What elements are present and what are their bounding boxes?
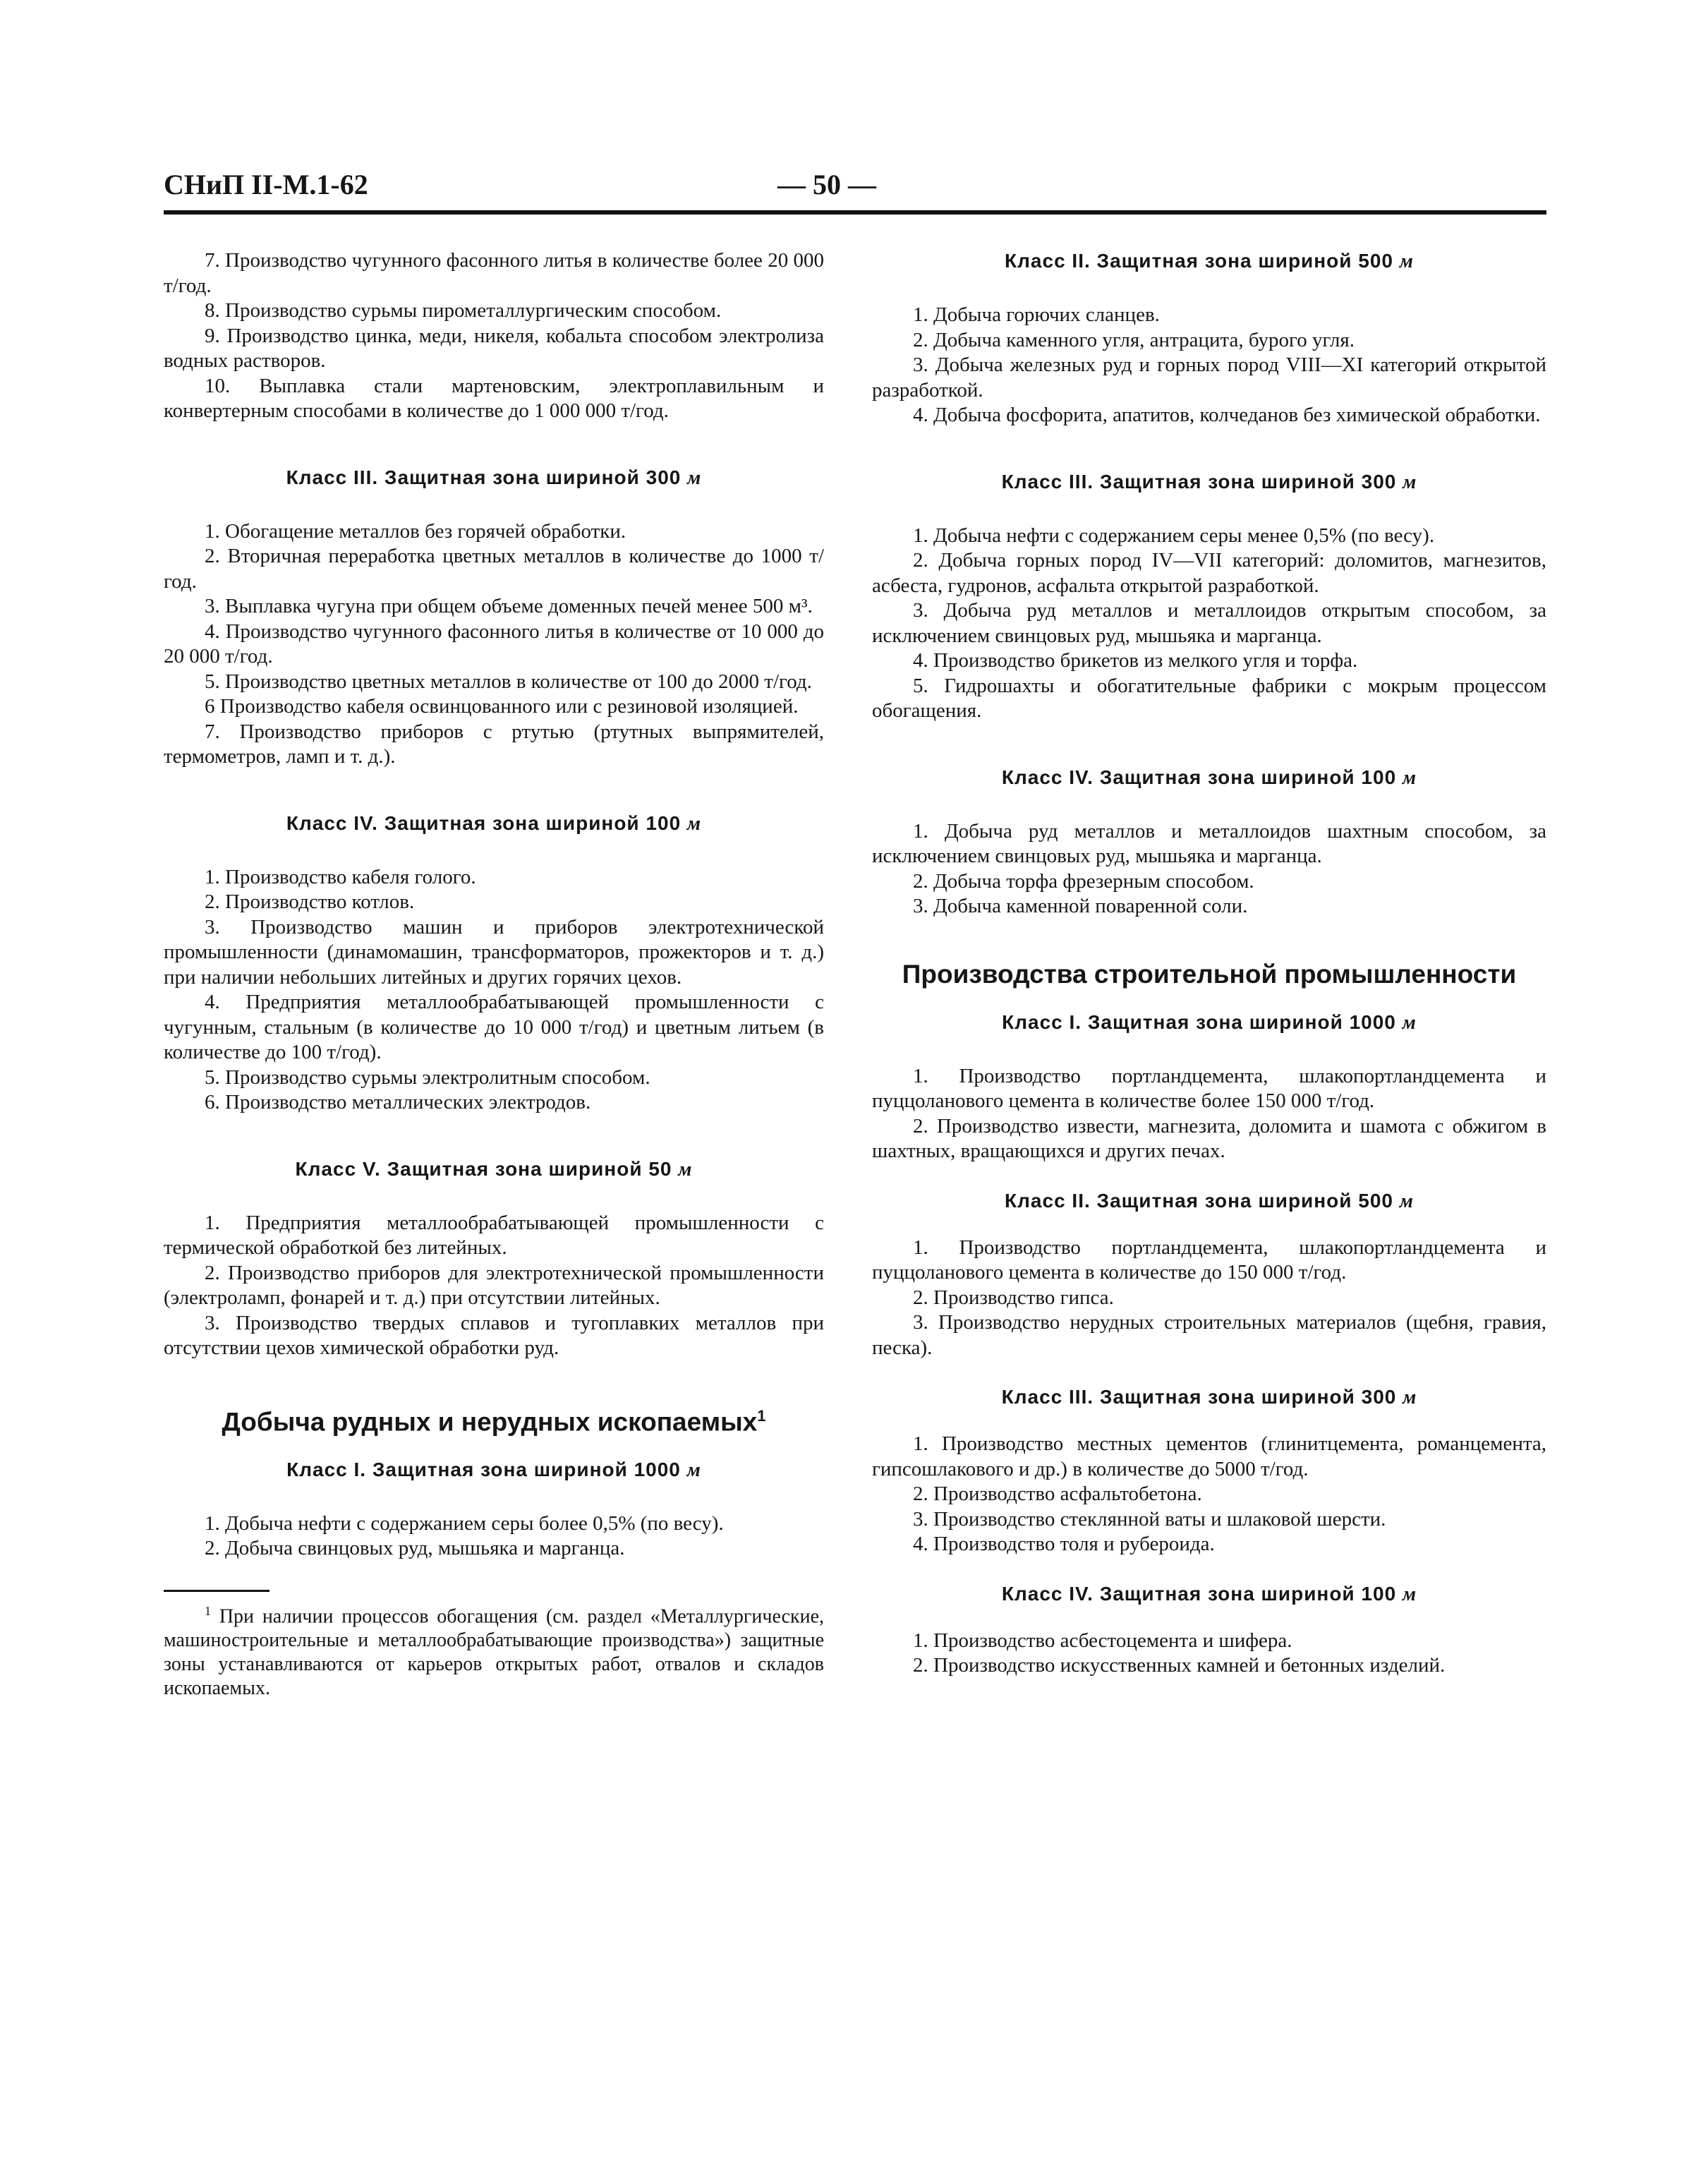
list-item: 2. Добыча горных пород IV—VII категорий: доломитов, магнезитов, асбеста, гудронов, асфальта открытой разработкой.: [872, 549, 1546, 597]
class-heading-unit: м: [1402, 766, 1417, 789]
list-item: 3. Производство твердых сплавов и тугоплавких металлов при отсутствии цехов химической обработки руд.: [164, 1311, 824, 1359]
list-item: 5. Производство сурьмы электролитным способом.: [205, 1066, 650, 1089]
footnote-rule: [164, 1590, 269, 1592]
class-heading: [872, 248, 1546, 274]
list-item: 4. Производство брикетов из мелкого угля и торфа.: [913, 649, 1358, 672]
class-heading-text: Класс I. Защитная зона шириной 1000: [1002, 1010, 1396, 1033]
class-heading: [872, 1188, 1546, 1214]
list-item: 2. Производство извести, магнезита, доломита и шамота с обжигом в шахтных, вращающихся и других печах.: [872, 1114, 1546, 1162]
list-item: 1. Добыча горючих сланцев.: [913, 303, 1160, 326]
list-item: 3. Производство машин и приборов электротехнической промышленности (динамомашин, трансформаторов, прожекторов и т. д.) при наличии небольших литейных и других горячих цехов.: [164, 915, 824, 989]
list-item: 3. Выплавка чугуна при общем объеме доменных печей менее 500 м³.: [205, 595, 813, 617]
page-header: [164, 168, 1546, 205]
footnote-text: При наличии процессов обогащения (см. раздел «Металлургические, машиностроительные и металлообрабатывающие производства») защитные зоны устанавливаются от карьеров открытых работ, отвалов и складов ископаемых.: [164, 1605, 825, 1700]
class-heading-text: Класс III. Защитная зона шириной 300: [1001, 470, 1397, 493]
list-item: 3. Производство нерудных строительных материалов (щебня, гравия, песка).: [872, 1311, 1546, 1359]
list-item: 1. Производство местных цементов (глинитцемента, романцемента, гипсошлакового и др.) в количестве до 5000 т/год.: [872, 1432, 1546, 1480]
class-heading: [164, 1457, 824, 1483]
list-item: 3. Добыча железных руд и горных пород VIII—XI категорий открытой разработкой.: [872, 354, 1546, 402]
list-item: 2. Производство приборов для электротехнической промышленности (электроламп, фонарей и т. д.) при отсутствии литейных.: [164, 1261, 824, 1309]
list-item: 1. Добыча руд металлов и металлоидов шахтным способом, за исключением свинцовых руд, мышьяка и марганца.: [872, 819, 1546, 867]
class-heading: [164, 1157, 824, 1183]
class-heading-unit: м: [1399, 1190, 1414, 1212]
class-heading: [872, 1384, 1546, 1411]
class-heading-text: Класс III. Защитная зона шириной 300: [1001, 1386, 1397, 1408]
class-heading-unit: м: [1399, 250, 1414, 272]
class-heading-unit: м: [687, 466, 702, 489]
list-item: 4. Производство чугунного фасонного литья в количестве от 10 000 до 20 000 т/год.: [164, 620, 824, 668]
list-item: 3. Добыча руд металлов и металлоидов открытым способом, за исключением свинцовых руд, мышьяка и марганца.: [872, 599, 1546, 647]
list-item: 1. Обогащение металлов без горячей обработки.: [205, 519, 626, 543]
header-rule: [164, 210, 1546, 215]
class-heading-text: Класс III. Защитная зона шириной 300: [286, 466, 682, 488]
list-item: 2. Добыча каменного угля, антрацита, бурого угля.: [913, 328, 1355, 351]
list-item: 4. Производство толя и рубероида.: [913, 1533, 1215, 1555]
list-item: 6. Производство металлических электродов.: [205, 1091, 591, 1113]
list-item: 5. Гидрошахты и обогатительные фабрики с мокрым процессом обогащения.: [872, 674, 1546, 722]
list-item: 7. Производство чугунного фасонного литья в количестве более 20 000 т/год.: [164, 249, 824, 297]
list-item: 3. Добыча каменной поваренной соли.: [913, 895, 1248, 917]
section-title: Производства строительной промышленности: [902, 959, 1517, 989]
class-heading: [872, 469, 1546, 495]
list-item: 4. Предприятия металлообрабатывающей промышленности с чугунным, стальным (в количестве до 10 000 т/год) и цветным литьем (в количестве до 100 т/год).: [164, 991, 824, 1063]
class-heading: [872, 1010, 1546, 1036]
class-heading-text: Класс IV. Защитная зона шириной 100: [1001, 766, 1397, 788]
intro-list: [164, 248, 824, 424]
list-item: 8. Производство сурьмы пирометаллургическим способом.: [205, 299, 722, 322]
list-item: 1. Производство портландцемента, шлакопортландцемента и пуццоланового цемента в количестве более 150 000 т/год.: [872, 1064, 1546, 1112]
footnote-mark: 1: [205, 1603, 211, 1618]
list-item: 7. Производство приборов с ртутью (ртутных выпрямителей, термометров, ламп и т. д.).: [164, 720, 824, 768]
class-heading-unit: м: [686, 1459, 701, 1481]
list-item: 1. Предприятия металлообрабатывающей промышленности с термической обработкой без литейных.: [164, 1211, 824, 1259]
class-heading-text: Класс I. Защитная зона шириной 1000: [286, 1458, 681, 1480]
document-code: СНиП II-М.1-62: [164, 169, 368, 200]
section-title: [164, 1401, 824, 1437]
class-heading: [872, 1581, 1546, 1607]
left-column: [164, 248, 824, 1701]
list-item: 10. Выплавка стали мартеновским, электроплавильным и конвертерным способами в количестве до 1 000 000 т/год.: [164, 374, 824, 422]
list-item: 2. Производство искусственных камней и бетонных изделий.: [913, 1654, 1446, 1677]
section-title-text: Добыча рудных и нерудных ископаемых: [222, 1406, 758, 1436]
class-heading-text: Класс II. Защитная зона шириной 500: [1005, 250, 1393, 272]
class-heading-unit: м: [1402, 1583, 1417, 1605]
class-heading-text: Класс V. Защитная зона шириной 50: [295, 1157, 672, 1180]
class-heading-unit: м: [686, 812, 702, 835]
class-heading-unit: м: [1402, 1011, 1417, 1034]
list-item: 2. Добыча свинцовых руд, мышьяка и марганца.: [205, 1537, 625, 1560]
list-item: 9. Производство цинка, меди, никеля, кобальта способом электролиза водных растворов.: [164, 324, 824, 372]
footnote: [164, 1599, 824, 1701]
list-item: 1. Производство асбестоцемента и шифера.: [913, 1629, 1292, 1652]
class-heading: [164, 465, 824, 491]
footnote-reference[interactable]: 1: [757, 1406, 766, 1425]
class-heading-unit: м: [1403, 471, 1417, 493]
list-item: 2. Производство асфальтобетона.: [913, 1483, 1202, 1505]
list-item: 5. Производство цветных металлов в количестве от 100 до 2000 т/год.: [205, 670, 812, 693]
list-item: 6 Производство кабеля освинцованного или с резиновой изоляцией.: [205, 695, 799, 718]
list-item: 2. Добыча торфа фрезерным способом.: [913, 869, 1254, 893]
list-item: 4. Добыча фосфорита, апатитов, колчеданов без химической обработки.: [913, 404, 1541, 426]
list-item: 2. Производство котлов.: [205, 891, 415, 913]
class-heading-text: Класс IV. Защитная зона шириной 100: [286, 811, 682, 834]
class-heading-text: Класс IV. Защитная зона шириной 100: [1001, 1582, 1397, 1605]
list-item: 3. Производство стеклянной ваты и шлаковой шерсти.: [913, 1507, 1386, 1531]
list-item: 1. Добыча нефти с содержанием серы менее 0,5% (по весу).: [913, 524, 1435, 547]
list-item: 1. Производство кабеля голого.: [205, 865, 476, 888]
list-item: 2. Производство гипса.: [913, 1286, 1114, 1309]
right-column: [872, 248, 1546, 1679]
page-number: — 50 —: [777, 169, 876, 200]
list-item: 2. Вторичная переработка цветных металлов в количестве до 1000 т/год.: [164, 545, 824, 593]
class-heading-unit: м: [1403, 1387, 1417, 1408]
list-item: 1. Добыча нефти с содержанием серы более 0,5% (по весу).: [205, 1511, 724, 1535]
class-heading: [164, 811, 824, 837]
class-heading-text: Класс II. Защитная зона шириной 500: [1005, 1189, 1393, 1212]
class-heading-unit: м: [678, 1158, 693, 1181]
class-heading: [872, 765, 1546, 791]
list-item: 1. Производство портландцемента, шлакопортландцемента и пуццоланового цемента в количестве до 150 000 т/год.: [872, 1236, 1546, 1284]
